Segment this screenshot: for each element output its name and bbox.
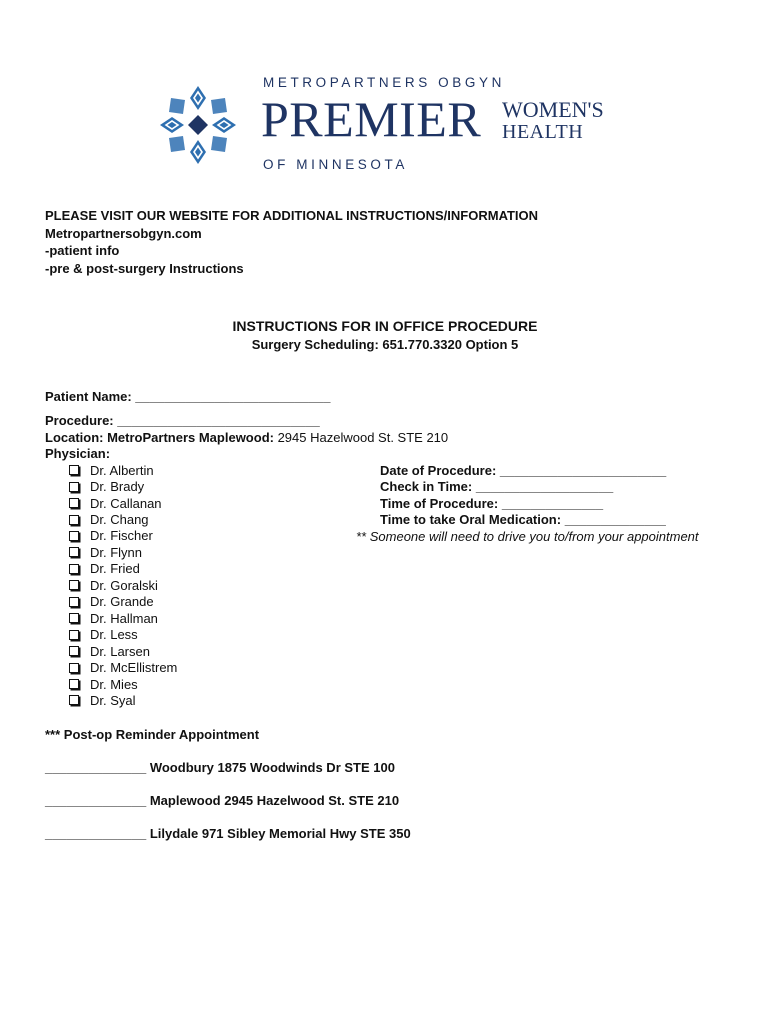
date-of-procedure-field[interactable]: Date of Procedure: _______________________	[380, 463, 667, 478]
website-line-patient-info: -patient info	[45, 243, 120, 258]
physician-item[interactable]	[69, 478, 144, 494]
postop-heading: *** Post-op Reminder Appointment	[45, 727, 260, 742]
physician-item[interactable]	[69, 528, 153, 544]
logo-bottom-line: OF MINNESOTA	[263, 157, 408, 172]
website-line-surgery-instructions: -pre & post-surgery Instructions	[45, 261, 244, 276]
logo-premier: PREMIER	[261, 91, 482, 147]
checkbox-icon[interactable]	[69, 695, 79, 705]
physician-item[interactable]	[69, 544, 142, 560]
physician-item[interactable]	[69, 659, 177, 675]
website-url: Metropartnersobgyn.com	[45, 226, 202, 241]
checkbox-icon[interactable]	[69, 498, 79, 508]
checkbox-icon[interactable]	[69, 465, 79, 475]
physician-name: Dr. Callanan	[90, 495, 162, 511]
surgery-scheduling: Surgery Scheduling: 651.770.3320 Option 5	[251, 337, 519, 352]
physician-item[interactable]	[69, 610, 158, 626]
physician-item[interactable]	[69, 594, 154, 610]
physician-name: Dr. Fischer	[90, 528, 153, 544]
postop-option-maplewood[interactable]: ______________ Maplewood 2945 Hazelwood St. STE 210	[45, 793, 400, 808]
physician-name: Dr. Goralski	[90, 577, 158, 593]
physician-name: Dr. Albertin	[90, 462, 154, 478]
checkbox-icon[interactable]	[69, 597, 79, 607]
physician-item[interactable]	[69, 561, 140, 577]
procedure-field[interactable]: Procedure: ____________________________	[45, 413, 320, 428]
physician-item[interactable]	[69, 676, 138, 692]
logo-top-line: METROPARTNERS OBGYN	[263, 75, 505, 90]
checkbox-icon[interactable]	[69, 547, 79, 557]
checkbox-icon[interactable]	[69, 515, 79, 525]
patient-name-field[interactable]: Patient Name: ___________________________	[45, 389, 331, 404]
location-value: 2945 Hazelwood St. STE 210	[273, 430, 449, 445]
physician-name: Dr. McEllistrem	[90, 660, 178, 676]
checkbox-icon[interactable]	[69, 564, 79, 574]
physician-name: Dr. Fried	[90, 561, 140, 577]
location-line	[45, 430, 448, 446]
physician-item[interactable]	[69, 577, 158, 593]
logo-womens: WOMEN'S	[502, 97, 604, 122]
physician-name: Dr. Larsen	[90, 643, 150, 659]
checkbox-icon[interactable]	[69, 613, 79, 623]
physician-item[interactable]	[69, 627, 138, 643]
physician-name: Dr. Syal	[90, 692, 136, 708]
checkbox-icon[interactable]	[69, 630, 79, 640]
website-heading: PLEASE VISIT OUR WEBSITE FOR ADDITIONAL INSTRUCTIONS/INFORMATION	[45, 208, 539, 223]
oral-medication-time-field[interactable]: Time to take Oral Medication: ______________	[380, 512, 666, 527]
checkbox-icon[interactable]	[69, 580, 79, 590]
checkbox-icon[interactable]	[69, 531, 79, 541]
logo-mark-icon	[158, 84, 238, 166]
physician-item[interactable]	[69, 511, 149, 527]
checkbox-icon[interactable]	[69, 482, 79, 492]
physician-name: Dr. Mies	[90, 676, 138, 692]
physician-name: Dr. Brady	[90, 479, 145, 495]
logo-health: HEALTH	[502, 121, 584, 143]
page-title: INSTRUCTIONS FOR IN OFFICE PROCEDURE	[232, 318, 538, 334]
physician-item[interactable]	[69, 643, 150, 659]
physician-name: Dr. Flynn	[90, 544, 143, 560]
physician-name: Dr. Less	[90, 627, 138, 643]
physician-item[interactable]	[69, 462, 154, 478]
driver-note: ** Someone will need to drive you to/from your appointment	[356, 529, 699, 544]
physician-label: Physician:	[45, 446, 111, 461]
physician-name: Dr. Chang	[90, 512, 149, 528]
checkbox-icon[interactable]	[69, 679, 79, 689]
physician-item[interactable]	[69, 495, 162, 511]
postop-option-lilydale[interactable]: ______________ Lilydale 971 Sibley Memorial Hwy STE 350	[45, 826, 411, 841]
physician-item[interactable]	[69, 692, 136, 708]
postop-option-woodbury[interactable]: ______________ Woodbury 1875 Woodwinds Dr STE 100	[45, 760, 395, 775]
check-in-time-field[interactable]: Check in Time: ___________________	[380, 479, 614, 494]
physician-name: Dr. Hallman	[90, 610, 158, 626]
checkbox-icon[interactable]	[69, 663, 79, 673]
checkbox-icon[interactable]	[69, 646, 79, 656]
physician-name: Dr. Grande	[90, 594, 154, 610]
time-of-procedure-field[interactable]: Time of Procedure: ______________	[380, 496, 604, 511]
location-label: Location: MetroPartners Maplewood:	[45, 430, 274, 445]
